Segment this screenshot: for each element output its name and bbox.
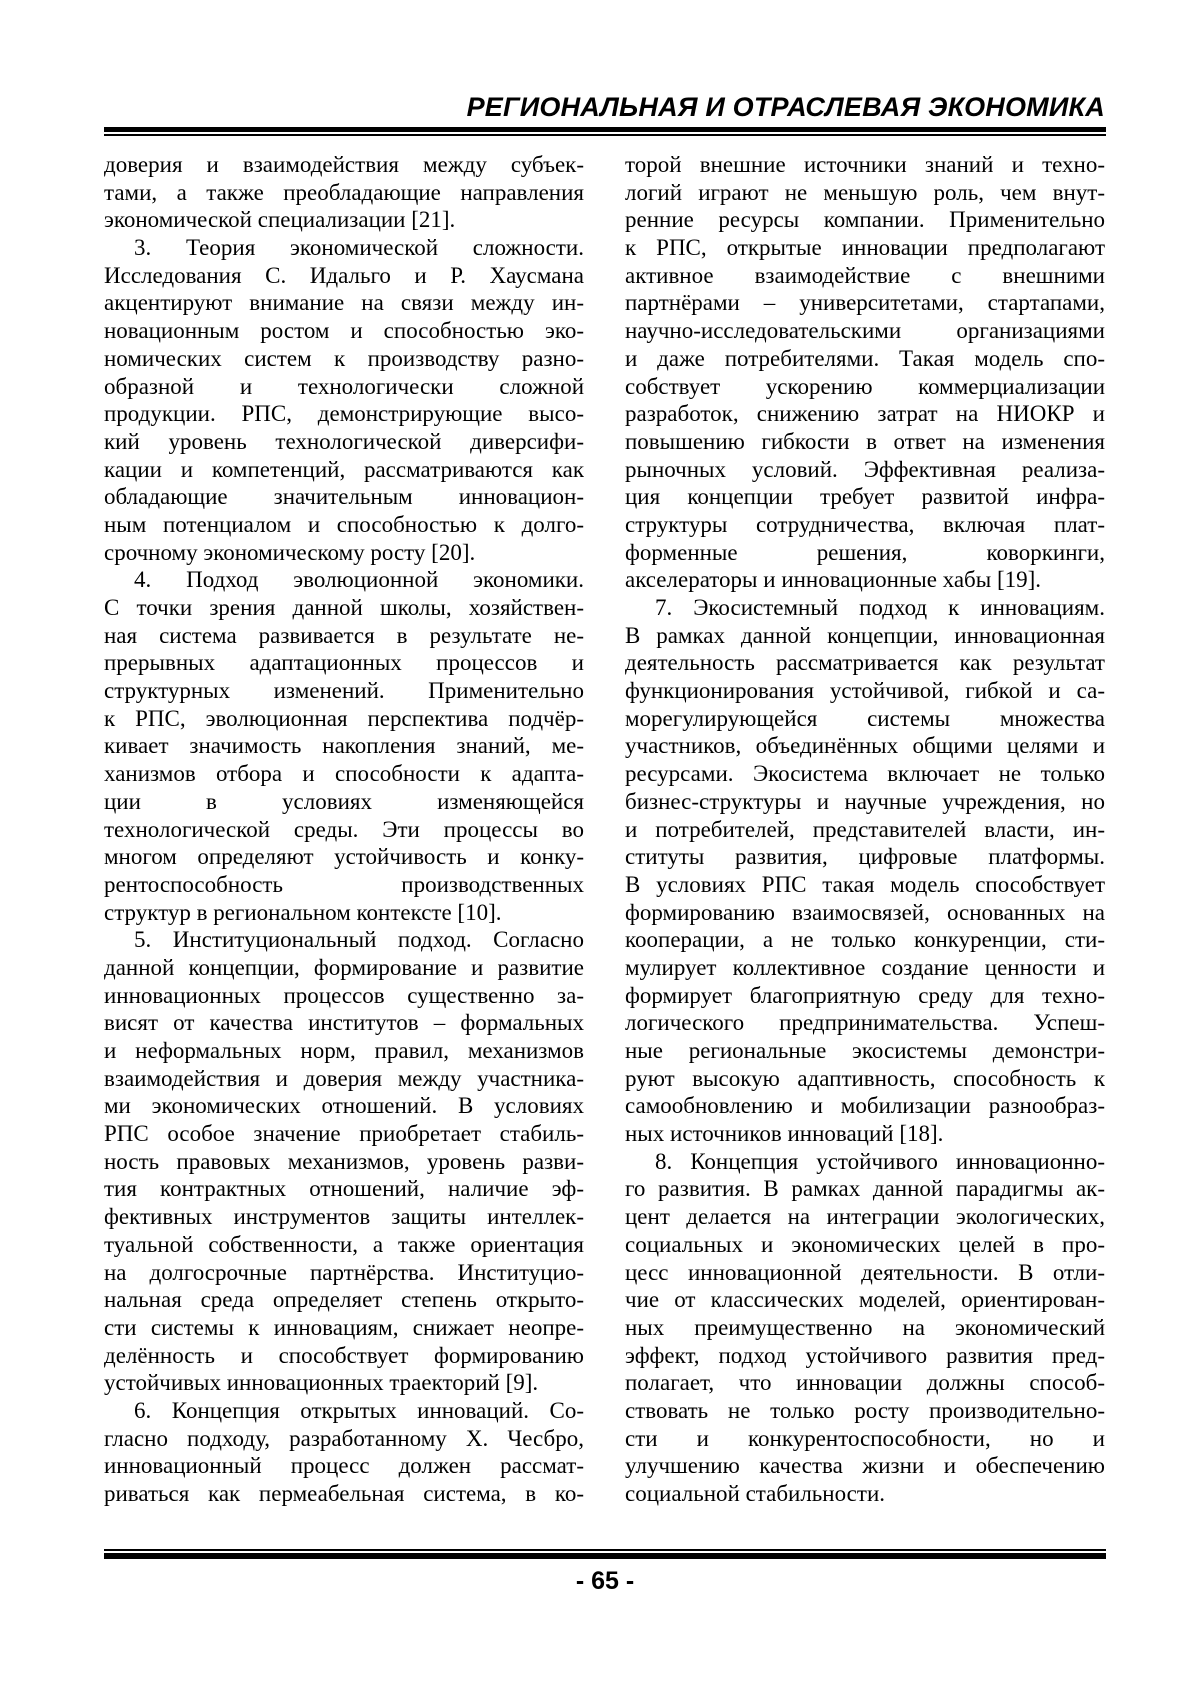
header-rule-thick [104, 127, 1106, 132]
text-line: чие от классических моделей, ориентирован- [625, 1287, 1105, 1313]
text-line: ции в условиях изменяющейся [104, 788, 584, 814]
text-line: нальная среда определяет степень открыто- [104, 1287, 584, 1313]
text-line: ституты развития, цифровые платформы. [625, 844, 1105, 870]
paragraph [104, 234, 584, 566]
text-line: цент делается на интеграции экологических, [625, 1204, 1105, 1230]
text-line: научно-исследовательскими организациями [625, 318, 1105, 344]
text-line: 7. Экосистемный подход к инновациям. [655, 595, 1105, 620]
text-line: 4. Подход эволюционной экономики. [134, 567, 584, 593]
text-line: сти и конкурентоспособности, но и [625, 1425, 1105, 1451]
text-line: тами, а также преобладающие направления [104, 179, 584, 205]
text-line: ных преимущественно на экономический [625, 1314, 1105, 1340]
text-line: 8. Концепция устойчивого инновационно- [655, 1148, 1105, 1174]
text-line: партнёрами – университетами, стартапами, [625, 290, 1105, 316]
text-line: инновационный процесс должен рассмат- [104, 1453, 584, 1479]
text-line: самообновлению и мобилизации разнообраз- [625, 1093, 1105, 1119]
text-line: собствует ускорению коммерциализации [625, 373, 1105, 399]
text-line: социальных и экономических целей в про- [625, 1231, 1105, 1257]
text-line: ных источников инноваций [18]. [625, 1121, 944, 1147]
text-line: гласно подходу, разработанному Х. Чесбро, [104, 1425, 584, 1451]
text-line: туальной собственности, а также ориентация [104, 1231, 584, 1257]
text-line: и потребителей, представителей власти, ин- [625, 816, 1105, 842]
page-number: - 65 - [575, 1567, 635, 1595]
text-line: инновационных процессов существенно за- [104, 982, 584, 1008]
text-line: висят от качества институтов – формальных [104, 1010, 584, 1036]
text-line: устойчивых инновационных траекторий [9]. [104, 1370, 539, 1396]
text-line: кий уровень технологической диверсифи- [104, 428, 584, 454]
text-line: цесс инновационной деятельности. В отли- [625, 1259, 1105, 1285]
text-line: повышению гибкости в ответ на изменения [625, 428, 1105, 454]
text-line: делённость и способствует формированию [104, 1342, 584, 1368]
paragraph [625, 594, 1105, 1148]
text-line: ханизмов отбора и способности к адапта- [104, 761, 584, 787]
text-line: риваться как пермеабельная система, в ко- [104, 1481, 584, 1506]
paragraph [104, 1397, 584, 1508]
text-line: новационным ростом и способностью эко- [104, 318, 584, 344]
paragraph [104, 151, 584, 234]
paragraph [625, 151, 1105, 594]
text-line: кооперации, а не только конкуренции, сти- [625, 927, 1105, 953]
text-line: данной концепции, формирование и развитие [104, 954, 584, 980]
text-line: акцентируют внимание на связи между ин- [104, 290, 584, 316]
paragraph [104, 926, 584, 1397]
text-line: структурных изменений. Применительно [104, 678, 584, 704]
paragraph [625, 1148, 1105, 1508]
text-line: фективных инструментов защиты интеллек- [104, 1204, 584, 1230]
text-line: ность правовых механизмов, уровень разви- [104, 1148, 584, 1174]
text-line: В условиях РПС такая модель способствует [625, 871, 1105, 897]
text-line: образной и технологически сложной [104, 373, 584, 399]
text-line: ресурсами. Экосистема включает не только [625, 761, 1105, 787]
text-line: ным потенциалом и способностью к долго- [104, 511, 584, 537]
text-column-right [625, 151, 1105, 1508]
text-line: разработок, снижению затрат на НИОКР и [625, 401, 1105, 427]
text-line: го развития. В рамках данной парадигмы ак- [625, 1176, 1105, 1202]
running-head-title: РЕГИОНАЛЬНАЯ И ОТРАСЛЕВАЯ ЭКОНОМИКА [466, 92, 1105, 122]
text-line: логий играют не меньшую роль, чем внут- [625, 179, 1105, 205]
body-text-columns [104, 151, 1106, 1508]
text-line: участников, объединённых общими целями и [625, 733, 1105, 759]
text-line: активное взаимодействие с внешними [625, 262, 1105, 288]
text-line: на долгосрочные партнёрства. Институцио- [104, 1259, 584, 1285]
text-line: формирует благоприятную среду для техно- [625, 982, 1105, 1008]
text-line: тия контрактных отношений, наличие эф- [104, 1176, 584, 1202]
text-line: морегулирующейся системы множества [625, 705, 1105, 731]
text-line: С точки зрения данной школы, хозяйствен- [104, 595, 584, 620]
text-line: взаимодействия и доверия между участника- [104, 1065, 584, 1091]
text-line: рыночных условий. Эффективная реализа- [625, 456, 1105, 482]
text-line: функционирования устойчивой, гибкой и са- [625, 678, 1105, 704]
text-line: многом определяют устойчивость и конку- [104, 844, 584, 870]
text-line: обладающие значительным инновацион- [104, 484, 584, 510]
text-line: структур в региональном контексте [10]. [104, 899, 502, 925]
text-line: номических систем к производству разно- [104, 345, 584, 371]
text-line: 5. Институциональный подход. Согласно [134, 927, 584, 953]
text-line: структуры сотрудничества, включая плат- [625, 511, 1105, 537]
text-line: Исследования С. Идальго и Р. Хаусмана [104, 262, 584, 288]
text-line: ствовать не только росту производительно- [625, 1397, 1105, 1423]
text-line: акселераторы и инновационные хабы [19]. [625, 567, 1042, 593]
text-line: бизнес-структуры и научные учреждения, но [625, 788, 1105, 814]
text-line: руют высокую адаптивность, способность к [625, 1065, 1105, 1091]
text-line: кивает значимость накопления знаний, ме- [104, 733, 584, 759]
text-line: формированию взаимосвязей, основанных на [625, 899, 1105, 925]
text-line: экономической специализации [21]. [104, 207, 456, 233]
text-line: логического предпринимательства. Успеш- [625, 1010, 1105, 1036]
footer-rule-thick [104, 1553, 1106, 1559]
text-line: ные региональные экосистемы демонстри- [625, 1038, 1105, 1063]
text-line: В рамках данной концепции, инновационная [625, 622, 1105, 648]
text-line: социальной стабильности. [625, 1481, 885, 1506]
text-line: полагает, что инновации должны способ- [625, 1370, 1105, 1396]
text-line: и неформальных норм, правил, механизмов [104, 1038, 584, 1063]
text-line: форменные решения, коворкинги, [625, 539, 1105, 565]
text-line: к РПС, открытые инновации предполагают [625, 235, 1105, 261]
text-line: 6. Концепция открытых инноваций. Со- [134, 1397, 584, 1423]
text-line: прерывных адаптационных процессов и [104, 650, 584, 676]
text-line: ренние ресурсы компании. Применительно [625, 207, 1105, 233]
text-line: кации и компетенций, рассматриваются как [104, 456, 584, 482]
text-line: ная система развивается в результате не- [104, 622, 584, 648]
text-line: торой внешние источники знаний и техно- [625, 152, 1105, 177]
text-line: мулирует коллективное создание ценности и [625, 954, 1105, 980]
text-line: 3. Теория экономической сложности. [134, 235, 584, 261]
text-line: срочному экономическому росту [20]. [104, 539, 476, 565]
text-line: деятельность рассматривается как результат [625, 650, 1105, 676]
text-line: ция концепции требует развитой инфра- [625, 484, 1105, 510]
text-line: доверия и взаимодействия между субъек- [104, 152, 584, 177]
text-line: сти системы к инновациям, снижает неопре- [104, 1314, 584, 1340]
text-line: эффект, подход устойчивого развития пред- [625, 1342, 1105, 1368]
header-rule-thin [104, 134, 1106, 136]
text-line: к РПС, эволюционная перспектива подчёр- [104, 705, 584, 731]
text-column-left [104, 151, 584, 1508]
footer-rule-thin [104, 1549, 1106, 1551]
text-line: технологической среды. Эти процессы во [104, 816, 584, 842]
text-line: продукции. РПС, демонстрирующие высо- [104, 401, 584, 427]
text-line: улучшению качества жизни и обеспечению [625, 1453, 1105, 1479]
text-line: и даже потребителями. Такая модель спо- [625, 345, 1105, 371]
text-line: ми экономических отношений. В условиях [104, 1093, 584, 1119]
text-line: РПС особое значение приобретает стабиль- [104, 1121, 584, 1147]
paragraph [104, 566, 584, 926]
text-line: рентоспособность производственных [104, 871, 584, 897]
